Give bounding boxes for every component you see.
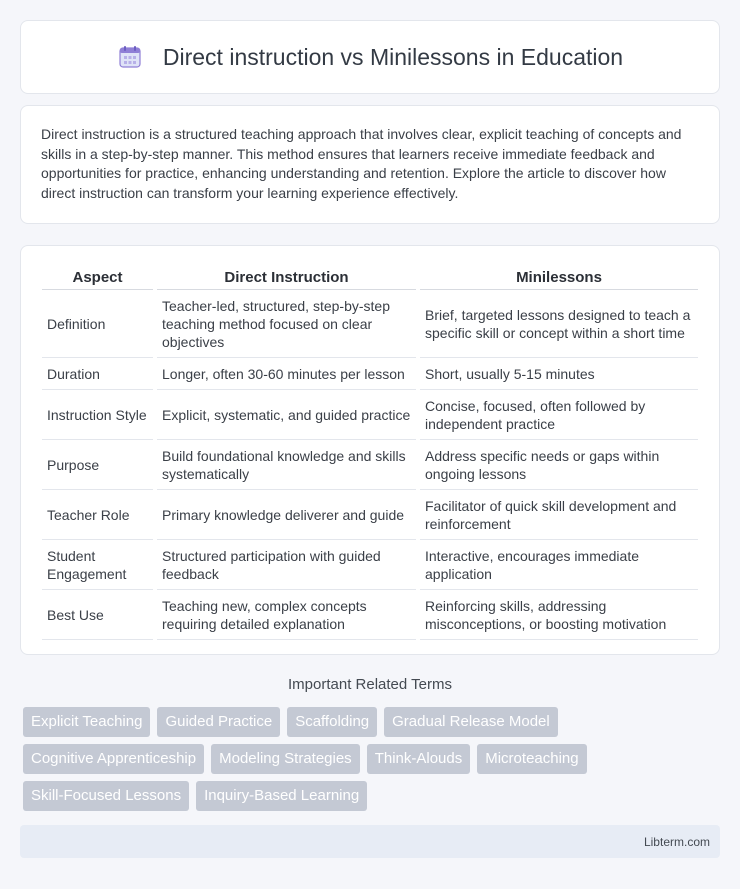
minilessons-cell: Interactive, encourages immediate application xyxy=(420,540,698,590)
direct-instruction-cell: Build foundational knowledge and skills systematically xyxy=(157,440,416,490)
minilessons-cell: Short, usually 5-15 minutes xyxy=(420,358,698,390)
related-term-tag[interactable]: Microteaching xyxy=(477,744,586,774)
table-row xyxy=(42,440,698,490)
table-row xyxy=(42,490,698,540)
related-term-tag[interactable]: Guided Practice xyxy=(157,707,280,737)
minilessons-cell: Facilitator of quick skill development and reinforcement xyxy=(420,490,698,540)
footer-site-link[interactable]: Libterm.com xyxy=(643,834,710,849)
related-term-tag[interactable]: Explicit Teaching xyxy=(23,707,150,737)
column-header-minilessons: Minilessons xyxy=(420,264,698,290)
related-term-tag[interactable]: Inquiry-Based Learning xyxy=(196,781,367,811)
intro-card xyxy=(20,105,720,224)
table-row xyxy=(42,540,698,590)
footer xyxy=(20,825,720,858)
intro-text: Direct instruction is a structured teaching approach that involves clear, explicit teaching of concepts and skills in a step-by-step manner. This method ensures that learners receive immediate feedback and opportunities for practice, enhancing understanding and retention. Explore the article to discover how direct instruction can transform your learning experience effectively. xyxy=(41,126,682,201)
direct-instruction-cell: Primary knowledge deliverer and guide xyxy=(157,490,416,540)
aspect-cell: Duration xyxy=(42,358,153,390)
direct-instruction-cell: Longer, often 30-60 minutes per lesson xyxy=(157,358,416,390)
minilessons-cell: Brief, targeted lessons designed to teach a specific skill or concept within a short time xyxy=(420,290,698,358)
minilessons-cell: Concise, focused, often followed by independent practice xyxy=(420,390,698,440)
table-row xyxy=(42,590,698,640)
table-header-row xyxy=(42,264,698,290)
aspect-cell: Purpose xyxy=(42,440,153,490)
table-row xyxy=(42,358,698,390)
page-title: Direct instruction vs Minilessons in Education xyxy=(162,43,624,70)
aspect-cell: Best Use xyxy=(42,590,153,640)
related-term-tag[interactable]: Skill-Focused Lessons xyxy=(23,781,189,811)
related-term-tag[interactable]: Scaffolding xyxy=(287,707,377,737)
minilessons-cell: Address specific needs or gaps within ongoing lessons xyxy=(420,440,698,490)
related-terms-list xyxy=(23,707,723,811)
calendar-icon xyxy=(117,44,143,70)
aspect-cell: Teacher Role xyxy=(42,490,153,540)
direct-instruction-cell: Explicit, systematic, and guided practice xyxy=(157,390,416,440)
related-term-tag[interactable]: Modeling Strategies xyxy=(211,744,360,774)
direct-instruction-cell: Teacher-led, structured, step-by-step teaching method focused on clear objectives xyxy=(157,290,416,358)
direct-instruction-cell: Structured participation with guided feedback xyxy=(157,540,416,590)
column-header-direct-instruction: Direct Instruction xyxy=(157,264,416,290)
aspect-cell: Definition xyxy=(42,290,153,358)
direct-instruction-cell: Teaching new, complex concepts requiring detailed explanation xyxy=(157,590,416,640)
table-row xyxy=(42,390,698,440)
table-row xyxy=(42,290,698,358)
aspect-cell: Student Engagement xyxy=(42,540,153,590)
header-card xyxy=(20,20,720,94)
related-term-tag[interactable]: Gradual Release Model xyxy=(384,707,558,737)
aspect-cell: Instruction Style xyxy=(42,390,153,440)
column-header-aspect: Aspect xyxy=(42,264,153,290)
comparison-table-card xyxy=(20,245,720,655)
related-term-tag[interactable]: Cognitive Apprenticeship xyxy=(23,744,204,774)
related-terms-heading: Important Related Terms xyxy=(288,676,452,693)
comparison-table xyxy=(38,264,702,640)
minilessons-cell: Reinforcing skills, addressing misconceptions, or boosting motivation xyxy=(420,590,698,640)
related-term-tag[interactable]: Think-Alouds xyxy=(367,744,471,774)
